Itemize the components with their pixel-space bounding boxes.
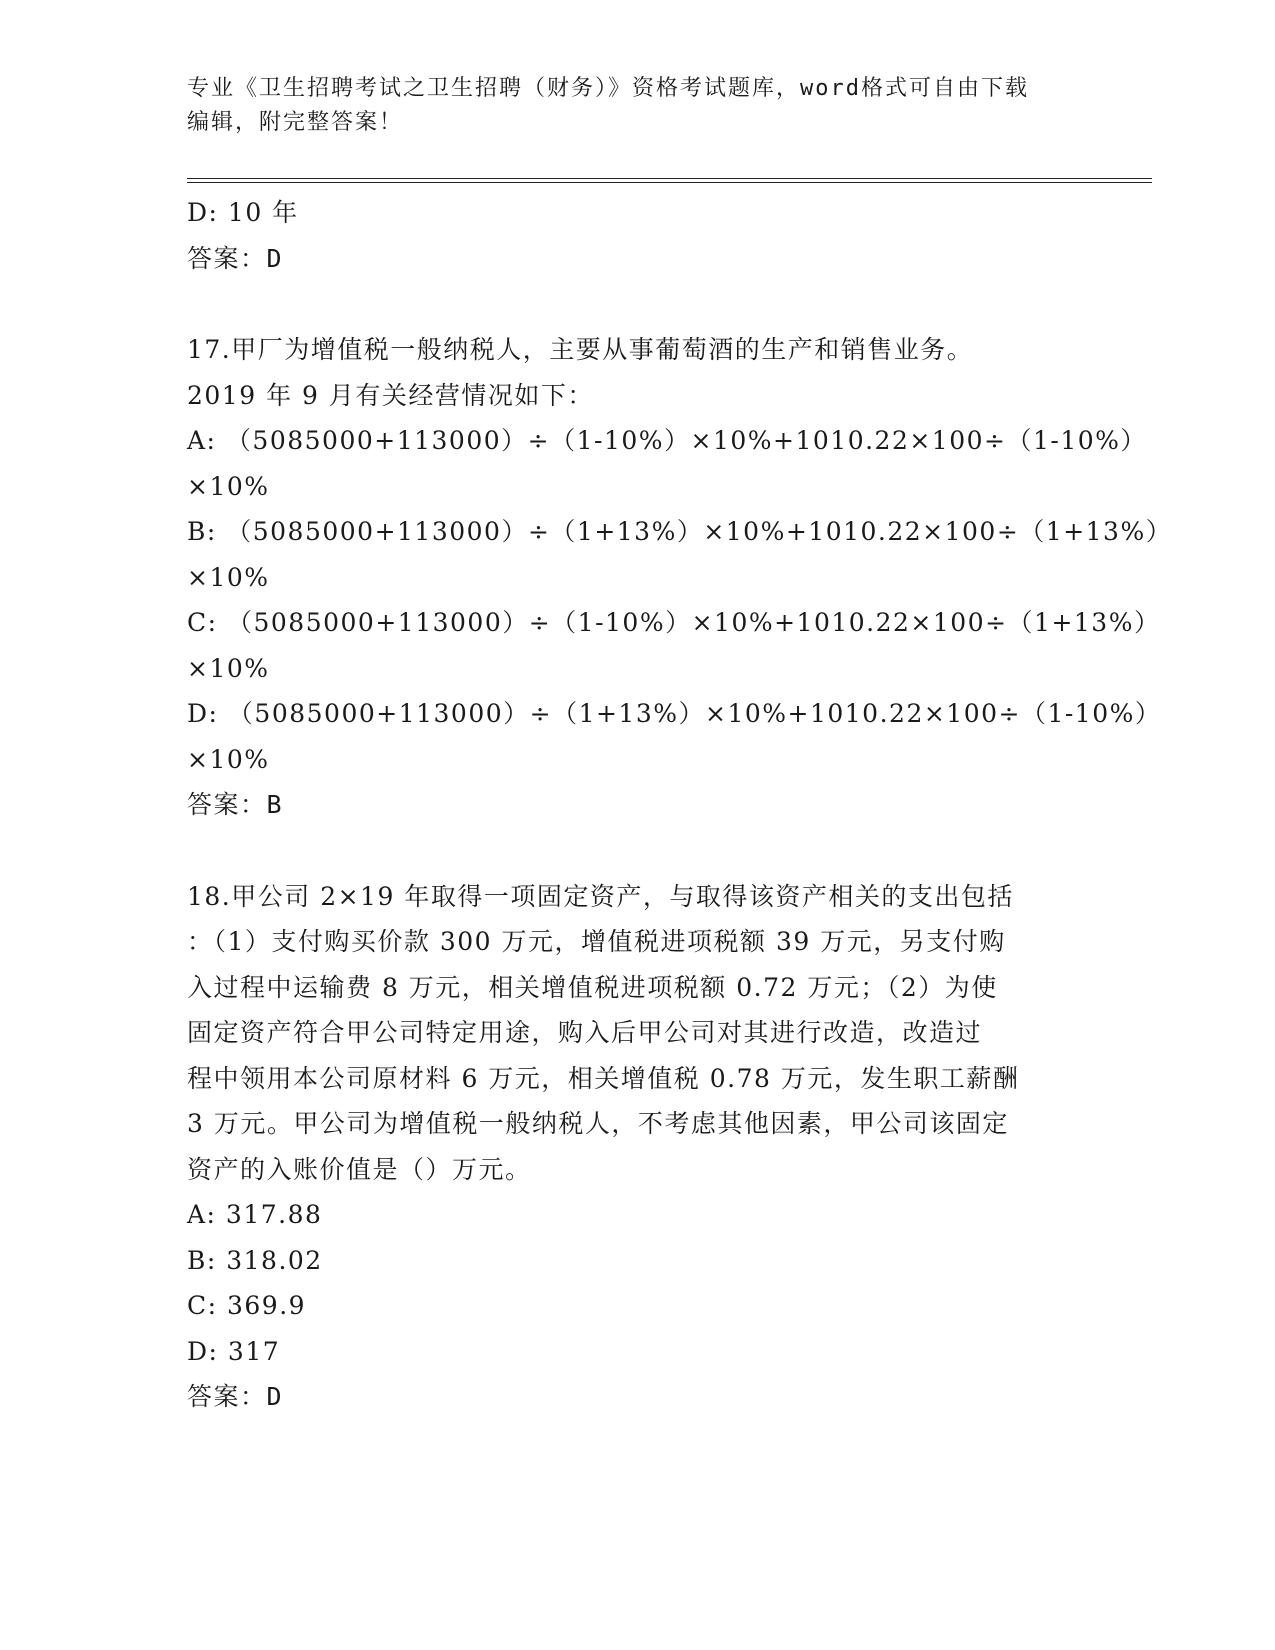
document-body (187, 190, 1173, 1420)
q18-stem-line: 18.甲公司 2×19 年取得一项固定资产，与取得该资产相关的支出包括 (187, 881, 1014, 911)
q18-stem-line: 固定资产符合甲公司特定用途，购入后甲公司对其进行改造，改造过 (187, 1018, 983, 1047)
q18-stem-line: 入过程中运输费 8 万元，相关增值税进项税额 0.72 万元；（2）为使 (187, 972, 998, 1002)
q18-stem-line: 程中领用本公司原材料 6 万元，相关增值税 0.78 万元，发生职工薪酬 (187, 1063, 1020, 1093)
question-17 (187, 327, 1173, 828)
q17-stem-line: 17.甲厂为增值税一般纳税人，主要从事葡萄酒的生产和销售业务。 (187, 335, 974, 364)
header-line-2: 编辑，附完整答案！ (187, 110, 404, 135)
q17-option-d-cont: ×10% (187, 744, 270, 774)
question-18 (187, 874, 1087, 1420)
spacer (187, 281, 1087, 327)
q18-stem-line: ：（1）支付购买价款 300 万元，增值税进项税额 39 万元，另支付购 (187, 927, 1006, 956)
header-line-1: 专业《卫生招聘考试之卫生招聘（财务）》资格考试题库，word格式可自由下载 (187, 76, 1029, 101)
q17-option-d: D: （5085000+113000）÷（1+13%）×10%+1010.22×100÷（1-10%） (187, 699, 1162, 728)
q17-option-b-cont: ×10% (187, 562, 270, 592)
q18-option-a: A: 317.88 (187, 1200, 323, 1229)
q17-answer: 答案：B (187, 790, 284, 819)
header-divider-top (187, 178, 1152, 179)
q17-option-c-cont: ×10% (187, 653, 270, 683)
q17-option-a-cont: ×10% (187, 471, 270, 501)
q18-option-d: D: 317 (187, 1336, 281, 1366)
q17-stem-line: 2019 年 9 月有关经营情况如下： (187, 380, 594, 410)
header-divider-bottom (187, 182, 1152, 183)
q18-option-b: B: 318.02 (187, 1245, 323, 1275)
q18-stem-line: 3 万元。甲公司为增值税一般纳税人，不考虑其他因素，甲公司该固定 (187, 1109, 1009, 1138)
prev-option-d: D: 10 年 (187, 198, 299, 227)
q17-option-b: B: （5085000+113000）÷（1+13%）×10%+1010.22×100÷（1+13%） (187, 517, 1173, 546)
q18-answer: 答案：D (187, 1382, 284, 1411)
document-header (187, 72, 1087, 140)
q18-stem-line: 资产的入账价值是（）万元。 (187, 1154, 532, 1184)
prev-answer: 答案：D (187, 243, 284, 273)
q17-option-a: A: （5085000+113000）÷（1-10%）×10%+1010.22×100÷（1-10%） (187, 426, 1147, 455)
q18-option-c: C: 369.9 (187, 1291, 307, 1320)
spacer (187, 828, 1087, 874)
q17-option-c: C: （5085000+113000）÷（1-10%）×10%+1010.22×100÷（1+13%） (187, 608, 1161, 637)
